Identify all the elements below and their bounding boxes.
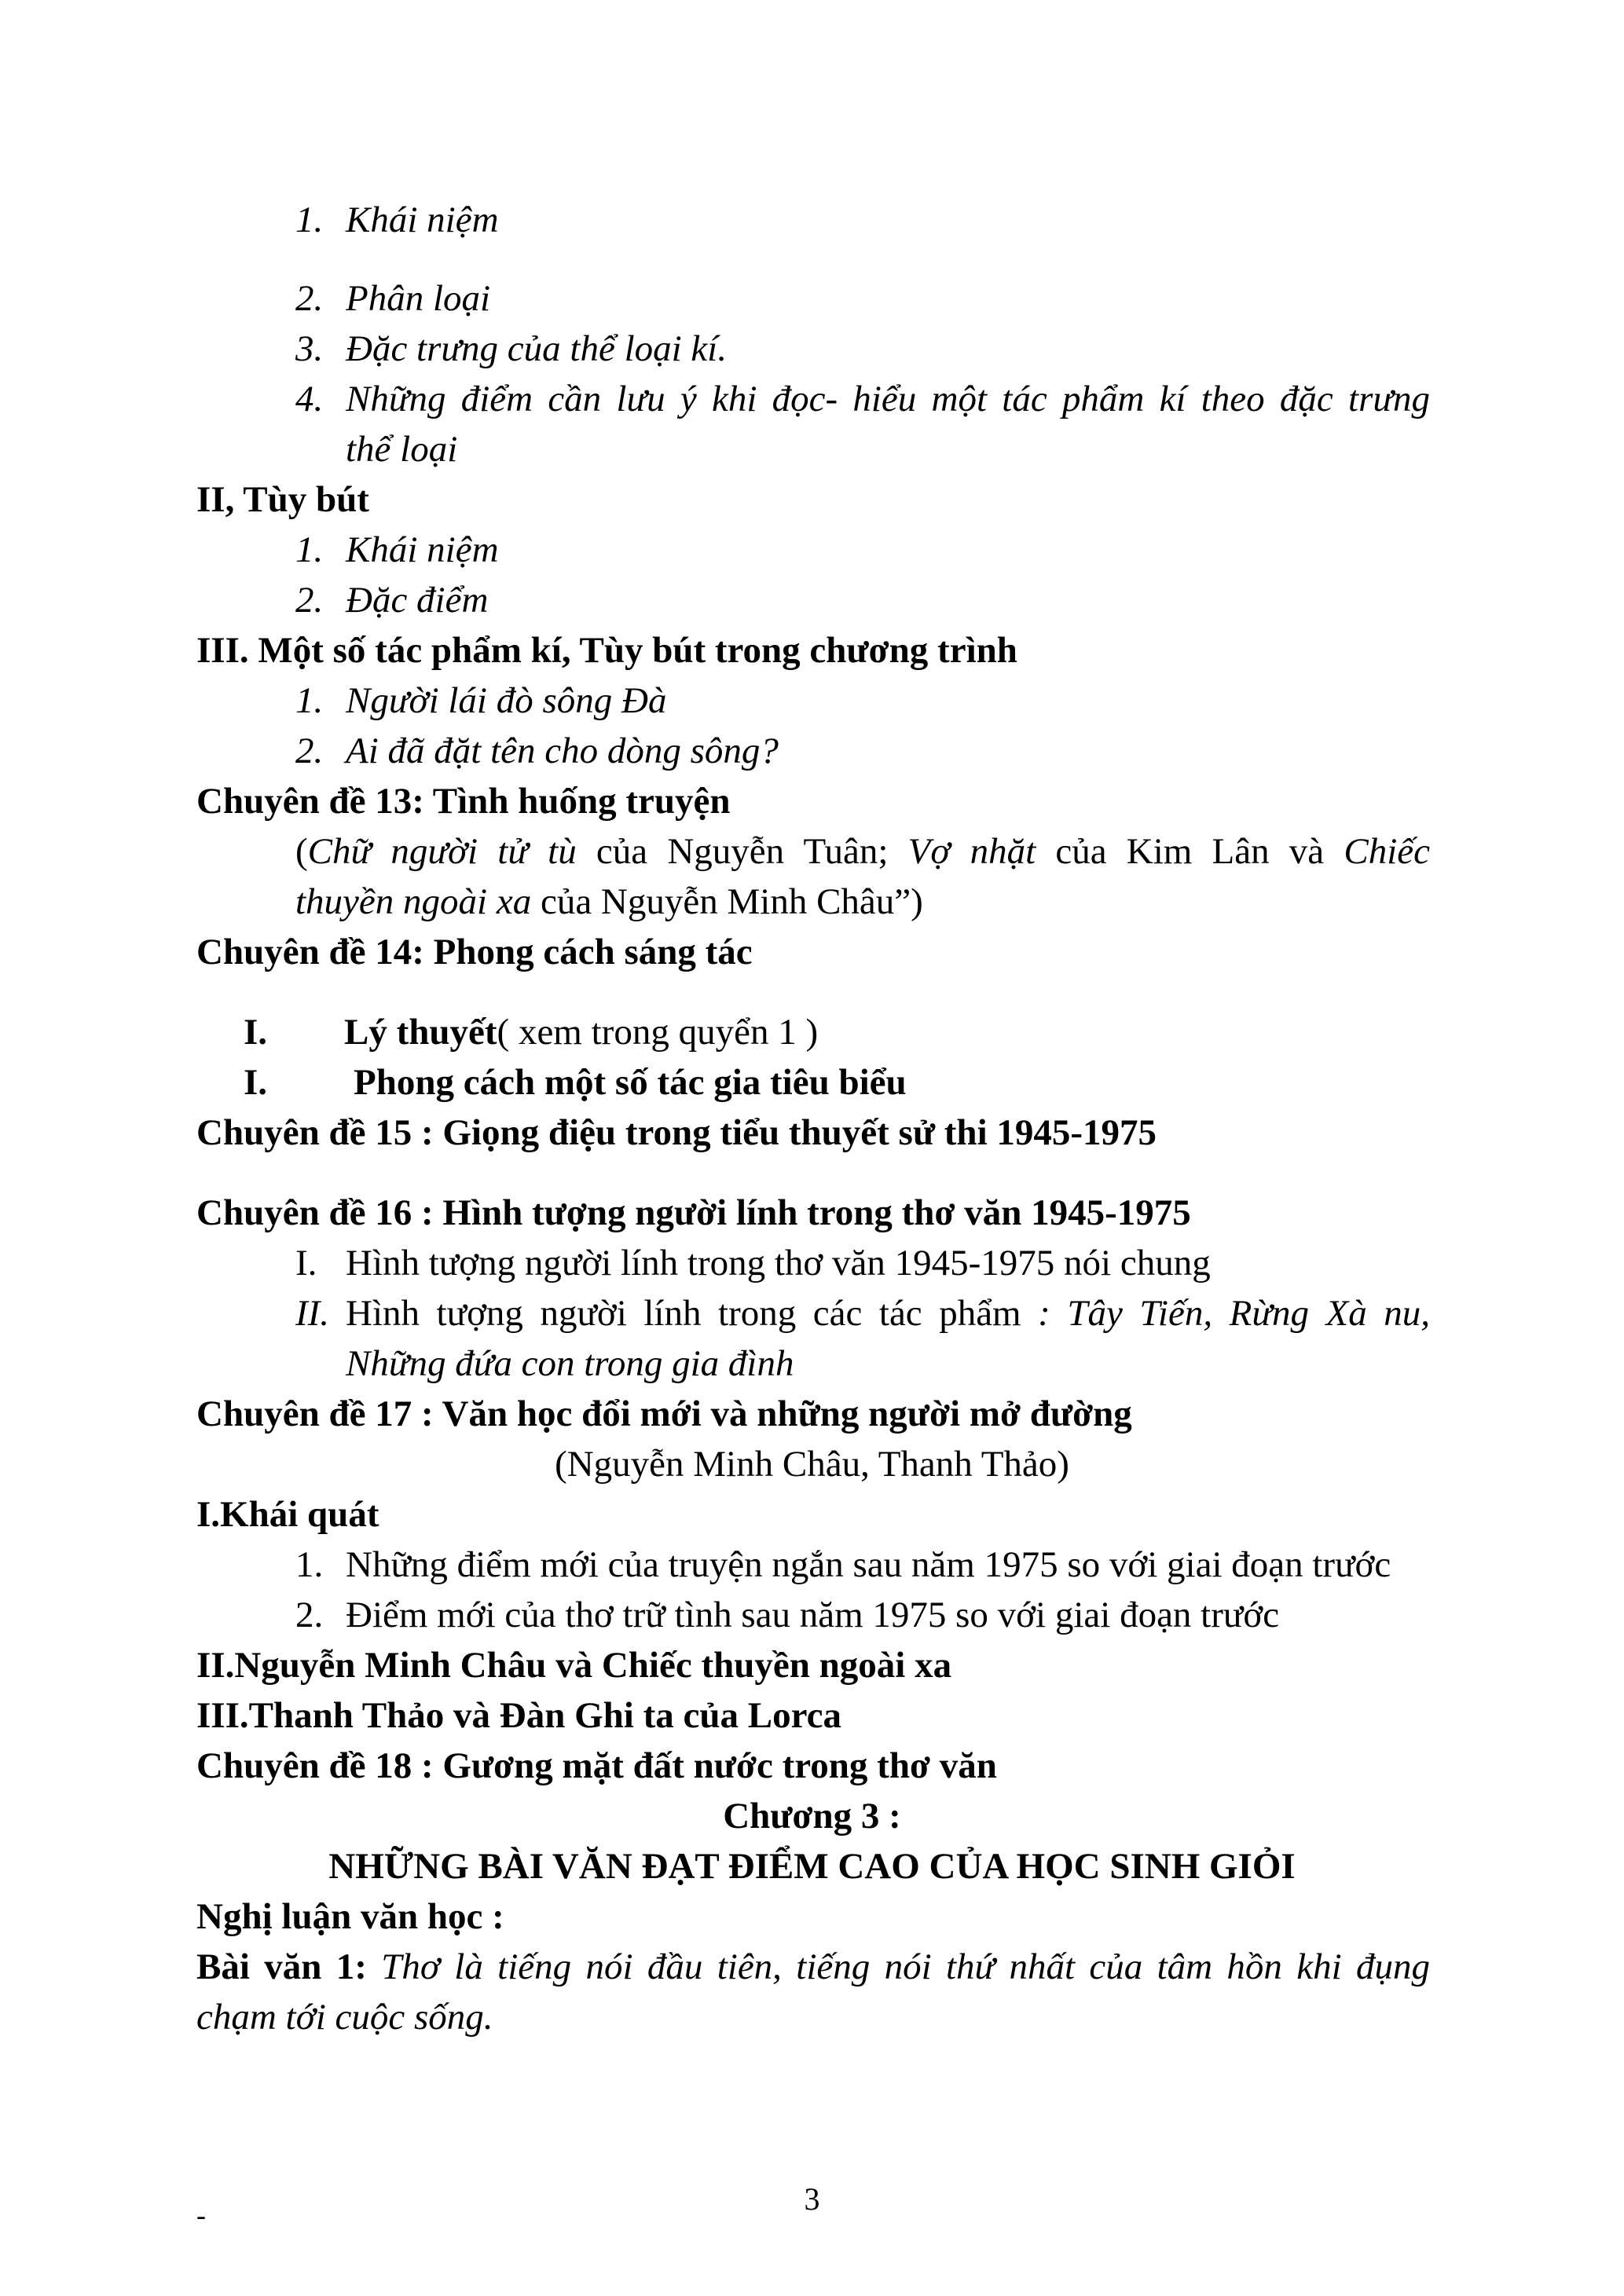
list-number: 2. [295,1595,324,1635]
topic-note-line [295,878,923,925]
topic-note-line [295,828,1430,875]
roman-list-item [244,1009,819,1056]
topic-heading: Chuyên đề 16 : Hình tượng người lính trong thơ văn 1945-1975 [196,1192,1191,1233]
footer-dash: - [196,2199,206,2231]
list-item-text: Những điểm mới của truyện ngắn sau năm 1975 so với giai đoạn trước [346,1544,1391,1585]
roman-number: I. [295,1243,317,1283]
list-item-text: Đặc trưng của thể loại kí. [346,328,728,369]
list-number: 2. [295,580,324,621]
list-number: 1. [295,680,324,721]
roman-item-text: Phong cách một số tác gia tiêu biểu [354,1062,907,1103]
section-heading: I.Khái quát [196,1494,379,1535]
list-item-text: Khái niệm [346,200,499,240]
chapter-title: Chương 3 : [723,1796,901,1836]
chapter-subtitle: NHỮNG BÀI VĂN ĐẠT ĐIỂM CAO CỦA HỌC SINH GIỎI [328,1846,1296,1887]
essay-label: Bài văn 1: [196,1946,367,1987]
list-item [295,275,491,322]
note-text: của Kim Lân và [1036,831,1344,872]
paren-open: ( [295,831,308,872]
essay-prompt-continued: chạm tới cuộc sống. [196,1997,493,2038]
list-item-text: Phân loại [346,278,491,319]
roman-list-item [295,1240,1211,1287]
section-heading: II, Tùy bút [196,479,369,520]
item-bold-label: Lý thuyết [344,1012,497,1053]
section-heading: Nghị luận văn học : [196,1896,504,1937]
roman-list-item [244,1059,907,1106]
list-number: 2. [295,278,324,319]
list-number: 4. [295,379,324,419]
list-item-text: Điểm mới của thơ trữ tình sau năm 1975 so với giai đoạn trước [346,1595,1280,1635]
list-number: 3. [295,328,324,369]
work-titles: : Tây Tiến, Rừng Xà nu, [1038,1293,1430,1334]
list-item [295,196,499,244]
section-heading: III. Một số tác phẩm kí, Tùy bút trong chương trình [196,630,1017,671]
work-title: thuyền ngoài xa [295,881,532,922]
work-title: Chiếc [1344,831,1430,872]
list-item-text-continued: thể loại [346,429,458,470]
essay-prompt-line [196,1943,1430,1990]
roman-item-text [346,1290,1430,1337]
list-item [295,727,779,774]
roman-item-text-continued: Những đứa con trong gia đình [346,1343,794,1384]
list-item-text: Người lái đò sông Đà [346,680,667,721]
page-number: 3 [804,2181,820,2217]
list-item [295,1541,1391,1588]
note-text: của Nguyễn Tuân; [576,831,908,872]
topic-heading: Chuyên đề 17 : Văn học đổi mới và những người mở đường [196,1393,1132,1434]
item-rest: ( xem trong quyển 1 ) [497,1012,819,1053]
list-item [295,1591,1280,1639]
list-item [295,375,323,423]
topic-heading: Chuyên đề 15 : Giọng điệu trong tiểu thuyết sử thi 1945-1975 [196,1112,1157,1153]
work-title: Chữ người tử tù [307,831,577,872]
roman-item-text: Hình tượng người lính trong thơ văn 1945-1975 nói chung [346,1243,1211,1283]
topic-heading: Chuyên đề 18 : Gương mặt đất nước trong thơ văn [196,1745,997,1786]
list-item [295,577,489,624]
essay-prompt: Thơ là tiếng nói đầu tiên, tiếng nói thứ nhất của tâm hồn khi đụng [366,1946,1431,1987]
list-item-text: Khái niệm [346,529,499,570]
topic-heading: Chuyên đề 14: Phong cách sáng tác [196,932,753,972]
topic-heading: Chuyên đề 13: Tình huống truyện [196,781,731,822]
list-number: 1. [295,529,324,570]
roman-item-text [344,1009,818,1056]
list-item [295,325,728,372]
list-number: 1. [295,1544,324,1585]
list-number: 1. [295,200,324,240]
list-number: 2. [295,731,324,771]
section-heading: II.Nguyễn Minh Châu và Chiếc thuyền ngoài xa [196,1645,952,1686]
list-item-text: Những điểm cần lưu ý khi đọc- hiểu một tác phẩm kí theo đặc trưng [346,379,1430,419]
list-item-text: Ai đã đặt tên cho dòng sông? [346,731,779,771]
list-item [295,677,667,724]
roman-number: II. [295,1293,330,1334]
section-heading: III.Thanh Thảo và Đàn Ghi ta của Lorca [196,1695,841,1736]
note-text: của Nguyễn Minh Châu”) [531,881,923,922]
roman-number: I. [244,1062,268,1103]
roman-number: I. [244,1012,268,1053]
topic-subtitle: (Nguyễn Minh Châu, Thanh Thảo) [555,1444,1069,1485]
roman-list-item [295,1290,329,1337]
work-title: Vợ nhặt [907,831,1036,872]
item-text: Hình tượng người lính trong các tác phẩm [346,1293,1039,1334]
list-item-text: Đặc điểm [346,580,489,621]
list-item [295,526,499,573]
